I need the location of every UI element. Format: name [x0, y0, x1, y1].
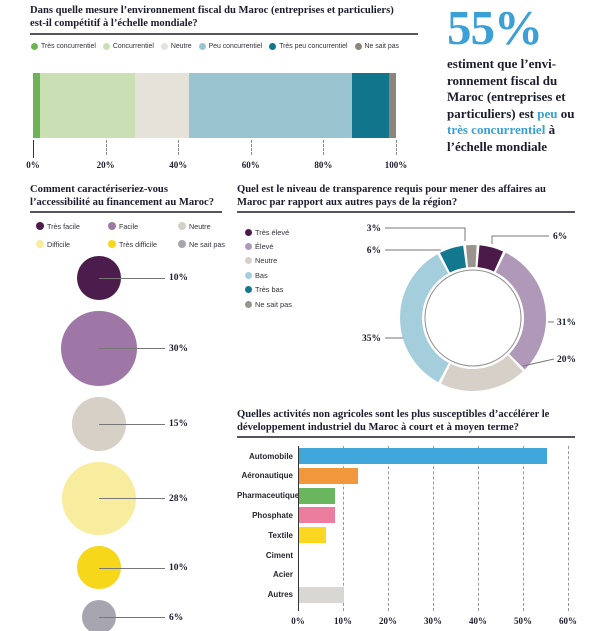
horizontal-bar-chart: [237, 446, 597, 631]
legend-dot-icon: [31, 43, 38, 50]
legend-item: [245, 283, 292, 297]
highlight-peu: peu: [537, 105, 558, 121]
legend-dot-icon: [355, 43, 362, 50]
bubble-callout-line: [99, 278, 165, 279]
legend-label: Neutre: [170, 43, 192, 50]
stacked-bar-segment: [33, 73, 40, 138]
donut-value-label: 3%: [366, 224, 381, 234]
q4-title-line2: développement industriel du Maroc à court et à moyen terme?: [237, 421, 519, 433]
bar: [299, 488, 335, 504]
bar: [299, 507, 335, 523]
bubble-value-label: 10%: [169, 563, 188, 573]
bar: [299, 468, 358, 484]
legend-item: [108, 240, 178, 249]
key-stat-text-line3: Maroc (entreprises et: [447, 89, 566, 104]
axis-tick: [178, 140, 179, 155]
donut-callout-line: [385, 228, 465, 241]
industrial-activities-section: [237, 409, 599, 631]
bubble: [82, 600, 116, 631]
legend-dot-icon: [178, 222, 186, 230]
q1-x-axis: [26, 138, 408, 172]
axis-tick: [106, 140, 107, 155]
category-label: Automobile: [249, 451, 293, 461]
divider: [237, 436, 575, 438]
divider: [237, 211, 575, 213]
q1-title-line2: est-il compétitif à l’échelle mondiale?: [30, 17, 198, 29]
legend-item: [31, 43, 96, 50]
axis-tick: [33, 140, 34, 158]
q3-title-line2: Maroc par rapport aux autres pays de la région?: [237, 196, 458, 208]
legend-dot-icon: [36, 240, 44, 248]
q4-title: [237, 409, 599, 434]
key-stat-text-line4: particuliers) est peu ou: [447, 105, 575, 121]
legend-dot-icon: [103, 43, 110, 50]
legend-item: [161, 43, 192, 50]
financing-accessibility-section: [30, 184, 226, 249]
legend-item: [36, 240, 108, 249]
divider: [30, 211, 222, 213]
q1-legend: [31, 43, 399, 50]
q1-title-line1: Dans quelle mesure l’environnement fiscal du Maroc (entreprises et particuliers): [30, 5, 394, 16]
donut-value-label: 6%: [366, 246, 381, 256]
legend-label: Très concurrentiel: [41, 43, 96, 50]
legend-item: [108, 222, 178, 231]
legend-dot-icon: [108, 240, 116, 248]
transparency-level-section: [237, 184, 582, 404]
category-label: Ciment: [265, 550, 293, 560]
legend-item: [245, 239, 292, 253]
legend-label: Très peu concurrentiel: [279, 43, 348, 50]
donut-value-label: 6%: [553, 232, 568, 242]
legend-dot-icon: [245, 272, 252, 279]
key-stat-text-line1: estiment que l’envi-: [447, 56, 557, 71]
legend-dot-icon: [245, 257, 252, 264]
q3-title: [237, 184, 582, 209]
donut-segment: [479, 256, 499, 261]
donut-callout-line: [492, 236, 549, 244]
q1-title: [30, 5, 422, 30]
axis-tick-label: 100%: [384, 160, 408, 170]
bubble-value-label: 30%: [169, 343, 188, 354]
q2-title: [30, 184, 226, 209]
donut-value-label: 31%: [557, 318, 576, 328]
key-stat-text: [447, 56, 602, 155]
legend-label: Élevé: [255, 242, 274, 252]
legend-item: [245, 297, 292, 311]
legend-dot-icon: [245, 286, 252, 293]
key-stat-text-line5: très concurrentiel à: [447, 122, 556, 137]
gridline: [568, 446, 569, 611]
axis-tick-label: 10%: [334, 616, 352, 626]
legend-dot-icon: [245, 243, 252, 250]
gridline: [478, 446, 479, 611]
legend-dot-icon: [245, 301, 252, 308]
highlight-tres-concurrentiel: très concurrentiel: [447, 122, 546, 137]
legend-label: Peu concurrentiel: [208, 43, 263, 50]
legend-label: Très élevé: [255, 227, 290, 237]
bubble-value-label: 15%: [169, 419, 188, 430]
legend-label: Neutre: [189, 221, 211, 231]
legend-dot-icon: [178, 240, 186, 248]
legend-dot-icon: [269, 43, 276, 50]
donut-segment: [501, 263, 535, 362]
axis-tick-label: 40%: [169, 160, 188, 170]
bubble-callout-line: [99, 348, 165, 349]
stacked-bar-segment: [135, 73, 189, 138]
donut-value-label: 20%: [557, 355, 576, 365]
legend-item: [245, 225, 292, 239]
legend-label: Bas: [255, 270, 268, 280]
key-stat: [447, 2, 602, 155]
axis-tick-label: 60%: [241, 160, 260, 170]
divider: [30, 33, 418, 35]
category-label: Aéronautique: [241, 471, 293, 481]
category-label: Textile: [268, 530, 293, 540]
axis-tick: [396, 140, 397, 155]
bar: [299, 527, 326, 543]
stacked-bar-segment: [352, 73, 388, 138]
legend-label: Ne sait pas: [364, 43, 399, 50]
legend-item: [178, 222, 232, 231]
bubble-callout-line: [99, 498, 165, 499]
gridline: [523, 446, 524, 611]
bubble-callout-line: [99, 424, 165, 425]
stacked-bar-segment: [389, 73, 396, 138]
stacked-bar-segment: [40, 73, 134, 138]
legend-label: Facile: [119, 221, 139, 231]
axis-tick-label: 50%: [514, 616, 532, 626]
key-stat-text-line2: ronnement fiscal du: [447, 72, 558, 88]
key-stat-value: 55%: [447, 0, 542, 55]
legend-item: [269, 43, 347, 50]
donut-value-label: 35%: [362, 334, 381, 344]
legend-dot-icon: [161, 43, 168, 50]
legend-item: [245, 254, 292, 268]
q2-title-line2: l’accessibilité au financement au Maroc?: [30, 196, 214, 208]
q2-title-line1: Comment caractériseriez-vous: [30, 184, 168, 195]
bar: [299, 448, 547, 464]
bubble-callout-line: [99, 617, 165, 618]
legend-dot-icon: [108, 222, 116, 230]
q4-title-line1: Quelles activités non agricoles sont les plus susceptibles d’accélérer le: [237, 409, 550, 420]
category-label: Phosphate: [252, 510, 293, 520]
q3-title-line1: Quel est le niveau de transparence requis pour mener des affaires au: [237, 184, 546, 195]
bubble-value-label: 10%: [169, 273, 188, 284]
bubble-chart: [30, 250, 226, 631]
axis-tick-label: 40%: [469, 616, 487, 626]
donut-segment: [411, 264, 444, 373]
axis-tick: [323, 140, 324, 155]
key-stat-text-line6: l’échelle mondiale: [447, 138, 548, 154]
donut-chart: [349, 218, 581, 405]
legend-label: Très bas: [255, 285, 284, 295]
donut-segment: [445, 257, 465, 263]
gridline: [388, 446, 389, 611]
legend-label: Concurrentiel: [112, 43, 154, 50]
legend-label: Très difficile: [119, 239, 157, 249]
axis-tick-label: 20%: [379, 616, 397, 626]
donut-svg: [349, 218, 581, 400]
category-label: Acier: [272, 570, 293, 580]
axis-tick-label: 20%: [96, 160, 115, 170]
legend-label: Neutre: [255, 256, 278, 266]
legend-dot-icon: [199, 43, 206, 50]
bubble-value-label: 6%: [169, 612, 184, 623]
bubble-value-label: 28%: [169, 493, 188, 504]
legend-item: [103, 43, 154, 50]
axis-tick-label: 0%: [291, 616, 305, 626]
legend-item: [245, 268, 292, 282]
legend-label: Très facile: [47, 221, 80, 231]
gridline: [433, 446, 434, 611]
legend-item: [36, 222, 108, 231]
axis-tick-label: 30%: [424, 616, 442, 626]
legend-label: Difficile: [47, 239, 71, 249]
legend-dot-icon: [245, 229, 252, 236]
axis-tick-label: 60%: [559, 616, 577, 626]
legend-item: [178, 240, 232, 249]
q2-legend: [36, 217, 232, 253]
bubble-callout-line: [99, 568, 165, 569]
stacked-bar-chart: [33, 73, 396, 138]
legend-label: Ne sait pas: [255, 299, 292, 309]
axis-tick-label: 80%: [314, 160, 333, 170]
legend-label: Ne sait pas: [189, 239, 225, 249]
stacked-bar-segment: [189, 73, 352, 138]
legend-item: [199, 43, 263, 50]
category-label: Pharmaceutique: [237, 491, 300, 501]
bar: [299, 587, 344, 603]
legend-item: [355, 43, 399, 50]
donut-inner-ring: [425, 270, 521, 366]
category-label: Autres: [267, 590, 293, 600]
axis-tick-label: 0%: [26, 160, 40, 170]
q3-legend: [245, 225, 292, 311]
axis-tick: [251, 140, 252, 155]
legend-dot-icon: [36, 222, 44, 230]
fiscal-competitiveness-section: [26, 5, 422, 180]
